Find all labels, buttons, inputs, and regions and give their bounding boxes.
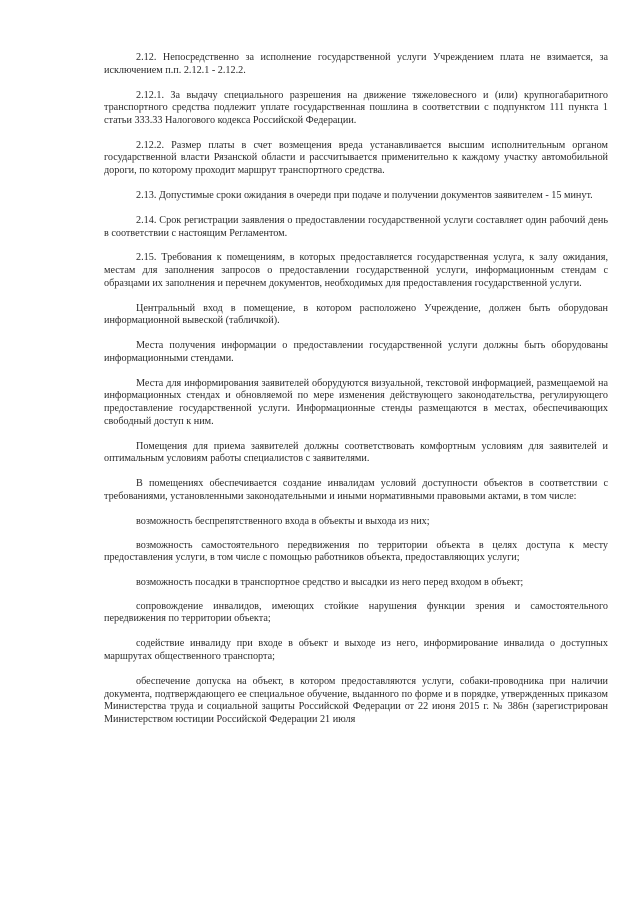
list-item-escort: сопровождение инвалидов, имеющих стойкие нарушения функции зрения и самостоятельного передвижения по территории объекта; <box>104 600 608 625</box>
list-item-unobstructed-entry: возможность беспрепятственного входа в объекты и выхода из них; <box>136 515 430 527</box>
paragraph-central-entrance: Центральный вход в помещение, в котором расположено Учреждение, должен быть оборудован информационной вывеской (табличкой). <box>104 302 608 327</box>
list-item-guide-dog: обеспечение допуска на объект, в котором предоставляются услуги, собаки-проводника при наличии документа, подтверждающего ее специальное обучение, выданного по форме и в порядке, утвержденных приказом Министерства труда и социальной защиты Российской Федерации от 22 июня 2015 г. № 386н (зарегистрирован Министерством юстиции Российской Федерации 21 июля <box>104 676 608 725</box>
paragraph-2-12-1: 2.12.1. За выдачу специального разрешения на движение тяжеловесного и (или) крупногабаритного транспортного средства подлежит уплате государственная пошлина в соответствии с подпунктом 111 пункта 1 статьи 333.33 Налогового кодекса Российской Федерации. <box>104 89 608 126</box>
paragraph-reception-rooms: Помещения для приема заявителей должны соответствовать комфортным условиям для заявителей и оптимальным условиям работы специалистов с заявителями. <box>104 440 608 465</box>
paragraph-2-12: 2.12. Непосредственно за исполнение государственной услуги Учреждением плата не взимается, за исключением п.п. 2.12.1 - 2.12.2. <box>104 52 608 76</box>
paragraph-info-stands: Места для информирования заявителей оборудуются визуальной, текстовой информацией, размещаемой на информационных стендах и обновляемой по мере изменения действующего законодательства, регулирующего предоставление государственной услуги. Информационные стенды размещаются в местах, обеспечивающих свободный доступ к ним. <box>104 377 608 427</box>
paragraph-accessibility-intro: В помещениях обеспечивается создание инвалидам условий доступности объектов в соответствии с требованиями, установленными законодательными и иными нормативными правовыми актами, в том числе: <box>104 478 608 502</box>
paragraph-info-places: Места получения информации о предоставлении государственной услуги должны быть оборудованы информационными стендами. <box>104 340 608 364</box>
list-item-entry-assistance: содействие инвалиду при входе в объект и выходе из него, информирование инвалида о доступных маршрутах общественного транспорта; <box>104 638 608 663</box>
paragraph-2-12-2: 2.12.2. Размер платы в счет возмещения вреда устанавливается высшим исполнительным органом государственной власти Рязанской области и рассчитывается применительно к каждому участку автомобильной дороги, по которому проходит маршрут транспортного средства. <box>104 139 608 176</box>
paragraph-2-15: 2.15. Требования к помещениям, в которых предоставляется государственная услуга, к залу ожидания, местам для заполнения запросов о предоставлении государственной услуги, информационным стендам с образцами их заполнения и перечнем документов, необходимых для предоставления государственной услуги. <box>104 252 608 289</box>
document-body <box>104 52 608 726</box>
paragraph-2-14: 2.14. Срок регистрации заявления о предоставлении государственной услуги составляет один рабочий день в соответствии с настоящим Регламентом. <box>104 214 608 239</box>
list-item-independent-movement: возможность самостоятельного передвижения по территории объекта в целях доступа к месту предоставления услуги, в том числе с помощью работников объекта, предоставляющих услуги; <box>104 539 608 564</box>
list-item-vehicle-boarding: возможность посадки в транспортное средство и высадки из него перед входом в объект; <box>136 577 524 589</box>
paragraph-2-13: 2.13. Допустимые сроки ожидания в очереди при подаче и получении документов заявителем - 15 минут. <box>136 189 593 201</box>
